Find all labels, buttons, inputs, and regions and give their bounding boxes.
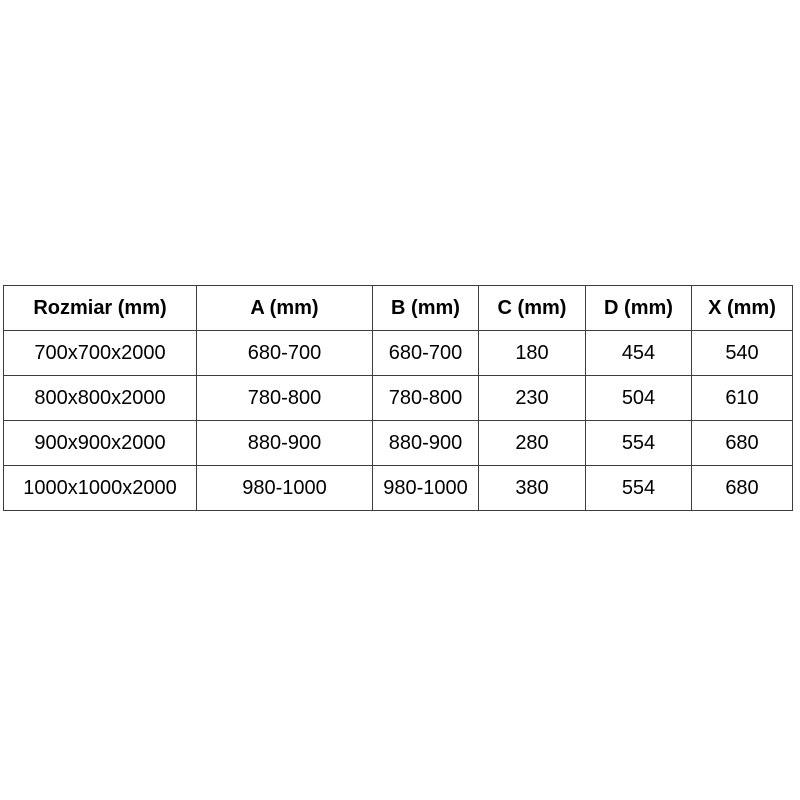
- cell-a: 980-1000: [197, 466, 373, 511]
- cell-c: 230: [479, 376, 586, 421]
- cell-x: 540: [692, 331, 793, 376]
- cell-c: 280: [479, 421, 586, 466]
- cell-b: 880-900: [373, 421, 479, 466]
- cell-x: 680: [692, 421, 793, 466]
- cell-rozmiar: 800x800x2000: [4, 376, 197, 421]
- table-row: [4, 421, 793, 466]
- column-header-c: C (mm): [479, 286, 586, 331]
- table-row: [4, 331, 793, 376]
- cell-rozmiar: 700x700x2000: [4, 331, 197, 376]
- cell-c: 180: [479, 331, 586, 376]
- cell-b: 780-800: [373, 376, 479, 421]
- column-header-a: A (mm): [197, 286, 373, 331]
- cell-b: 680-700: [373, 331, 479, 376]
- cell-d: 454: [586, 331, 692, 376]
- cell-a: 880-900: [197, 421, 373, 466]
- cell-x: 610: [692, 376, 793, 421]
- cell-b: 980-1000: [373, 466, 479, 511]
- table-row: [4, 376, 793, 421]
- column-header-rozmiar: Rozmiar (mm): [4, 286, 197, 331]
- cell-x: 680: [692, 466, 793, 511]
- cell-d: 554: [586, 466, 692, 511]
- cell-rozmiar: 900x900x2000: [4, 421, 197, 466]
- column-header-x: X (mm): [692, 286, 793, 331]
- dimensions-table: [3, 285, 793, 511]
- cell-c: 380: [479, 466, 586, 511]
- cell-rozmiar: 1000x1000x2000: [4, 466, 197, 511]
- table-row: [4, 466, 793, 511]
- cell-d: 504: [586, 376, 692, 421]
- cell-a: 680-700: [197, 331, 373, 376]
- table-header-row: [4, 286, 793, 331]
- cell-d: 554: [586, 421, 692, 466]
- column-header-d: D (mm): [586, 286, 692, 331]
- cell-a: 780-800: [197, 376, 373, 421]
- column-header-b: B (mm): [373, 286, 479, 331]
